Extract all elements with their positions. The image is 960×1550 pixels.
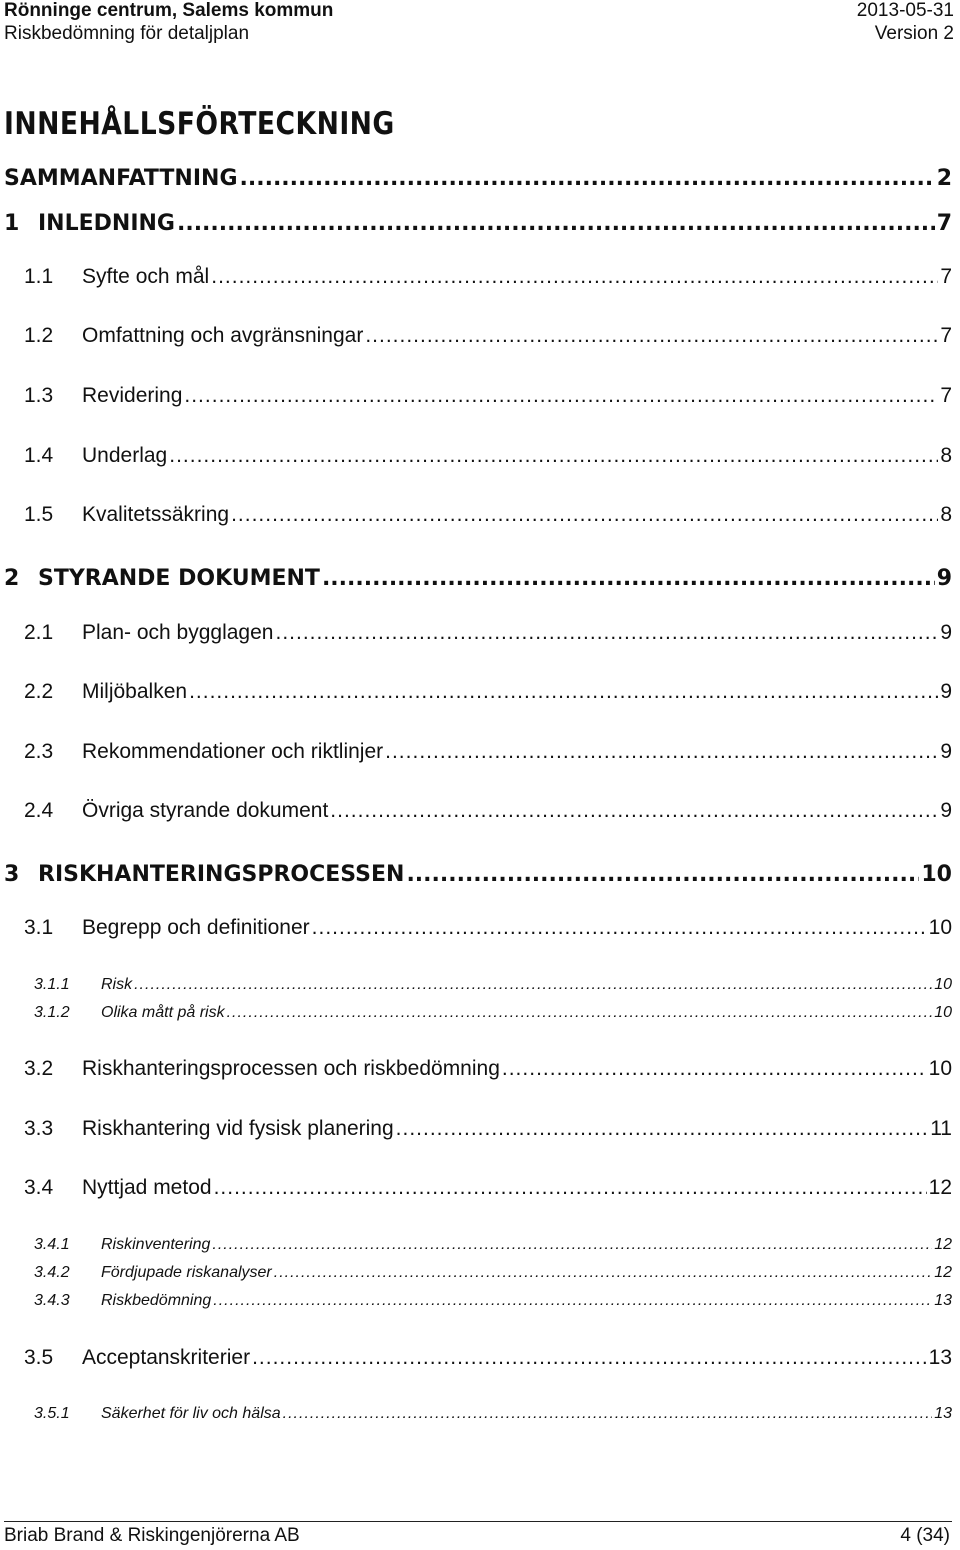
- toc-entry-2-3[interactable]: [24, 740, 952, 768]
- toc-entry-text: Begrepp och definitioner: [82, 916, 310, 939]
- toc-entry-text: Risk: [101, 976, 133, 993]
- toc-entry-page: 10: [928, 1057, 952, 1080]
- toc-entry-page: 10: [934, 1004, 952, 1021]
- footer-divider: [4, 1521, 952, 1522]
- toc-entry-number: 2.3: [24, 740, 54, 763]
- toc-leader-dots: [231, 503, 938, 527]
- toc-entry-3-4-2[interactable]: [34, 1264, 952, 1286]
- toc-leader-dots: [396, 1117, 929, 1141]
- toc-entry-2-4[interactable]: [24, 799, 952, 827]
- toc-entry-chapter-1[interactable]: [4, 211, 952, 241]
- toc-entry-number: 3.1: [24, 916, 54, 939]
- toc-entry-3-5[interactable]: [24, 1346, 952, 1374]
- toc-entry-text: Riskhanteringsprocessen och riskbedömning: [82, 1057, 500, 1080]
- toc-entry-number: 3.4.3: [34, 1292, 70, 1309]
- toc-leader-dots: [169, 444, 938, 468]
- toc-entry-number: 2.2: [24, 680, 54, 703]
- toc-entry-number: 1.1: [24, 265, 54, 288]
- toc-entry-page: 7: [940, 384, 952, 407]
- toc-entry-2-2[interactable]: [24, 680, 952, 708]
- toc-entry-text: Kvalitetssäkring: [82, 503, 230, 526]
- toc-entry-text: Övriga styrande dokument: [82, 799, 329, 822]
- toc-entry-1-4[interactable]: [24, 444, 952, 472]
- toc-leader-dots: [283, 1405, 933, 1423]
- toc-entry-page: 9: [940, 740, 952, 763]
- toc-title: INNEHÅLLSFÖRTECKNING: [4, 106, 395, 142]
- toc-entry-page: 12: [928, 1176, 952, 1199]
- toc-entry-3-4-3[interactable]: [34, 1292, 952, 1314]
- page-header-line-1: [4, 0, 954, 22]
- toc-entry-page: 12: [934, 1236, 952, 1253]
- toc-entry-page: 7: [940, 265, 952, 288]
- toc-entry-text: Olika mått på risk: [101, 1004, 225, 1021]
- toc-leader-dots: [365, 324, 938, 348]
- toc-entry-number: 2: [4, 566, 20, 591]
- toc-entry-chapter-3[interactable]: [4, 862, 952, 892]
- toc-leader-dots: [227, 1004, 933, 1022]
- toc-entry-text: Acceptanskriterier: [82, 1346, 251, 1369]
- toc-entry-page: 9: [940, 621, 952, 644]
- toc-entry-number: 3.5: [24, 1346, 54, 1369]
- toc-entry-text: Omfattning och avgränsningar: [82, 324, 364, 347]
- toc-entry-3-4[interactable]: [24, 1176, 952, 1204]
- toc-leader-dots: [211, 265, 938, 289]
- toc-entry-text: RISKHANTERINGSPROCESSEN: [38, 862, 405, 887]
- toc-entry-number: 1.4: [24, 444, 54, 467]
- toc-entry-text: INLEDNING: [38, 211, 175, 236]
- toc-leader-dots: [189, 680, 938, 704]
- toc-leader-dots: [240, 166, 935, 191]
- toc-entry-chapter-2[interactable]: [4, 566, 952, 596]
- toc-leader-dots: [502, 1057, 927, 1081]
- toc-entry-number: 3.1.1: [34, 976, 70, 993]
- toc-entry-page: 8: [940, 503, 952, 526]
- toc-entry-number: 3.5.1: [34, 1405, 70, 1422]
- toc-entry-page: 10: [921, 862, 952, 887]
- toc-entry-text: Rekommendationer och riktlinjer: [82, 740, 384, 763]
- toc-entry-1-3[interactable]: [24, 384, 952, 412]
- toc-entry-3-5-1[interactable]: [34, 1405, 952, 1427]
- toc-entry-3-1-1[interactable]: [34, 976, 952, 998]
- toc-leader-dots: [134, 976, 932, 994]
- toc-leader-dots: [252, 1346, 927, 1370]
- header-organization: Rönninge centrum, Salems kommun: [4, 0, 334, 21]
- toc-entry-text: Miljöbalken: [82, 680, 188, 703]
- toc-entry-text: Riskinventering: [101, 1236, 211, 1253]
- toc-entry-3-3[interactable]: [24, 1117, 952, 1145]
- toc-entry-page: 7: [940, 324, 952, 347]
- toc-entry-3-1-2[interactable]: [34, 1004, 952, 1026]
- toc-entry-page: 9: [940, 680, 952, 703]
- toc-entry-1-1[interactable]: [24, 265, 952, 293]
- page-footer: [4, 1525, 950, 1547]
- toc-entry-3-4-1[interactable]: [34, 1236, 952, 1258]
- toc-leader-dots: [213, 1292, 932, 1310]
- toc-entry-number: 3.4.1: [34, 1236, 70, 1253]
- toc-entry-text: Fördjupade riskanalyser: [101, 1264, 272, 1281]
- header-document-title: Riskbedömning för detaljplan: [4, 23, 250, 44]
- toc-entry-number: 2.4: [24, 799, 54, 822]
- toc-leader-dots: [212, 1236, 932, 1254]
- toc-entry-text: Plan- och bygglagen: [82, 621, 274, 644]
- toc-leader-dots: [312, 916, 927, 940]
- toc-entry-number: 1.2: [24, 324, 54, 347]
- toc-entry-2-1[interactable]: [24, 621, 952, 649]
- footer-company: Briab Brand & Riskingenjörerna AB: [4, 1525, 300, 1546]
- toc-entry-number: 3: [4, 862, 20, 887]
- toc-leader-dots: [275, 621, 938, 645]
- toc-entry-page: 2: [936, 166, 952, 191]
- toc-leader-dots: [330, 799, 938, 823]
- toc-entry-page: 7: [936, 211, 952, 236]
- toc-entry-1-5[interactable]: [24, 503, 952, 531]
- toc-entry-3-1[interactable]: [24, 916, 952, 944]
- toc-entry-number: 1: [4, 211, 20, 236]
- header-date: 2013-05-31: [856, 0, 954, 21]
- toc-entry-page: 13: [934, 1292, 952, 1309]
- footer-page-number: 4 (34): [900, 1525, 950, 1546]
- toc-entry-1-2[interactable]: [24, 324, 952, 352]
- toc-entry-number: 3.1.2: [34, 1004, 70, 1021]
- toc-entry-text: Riskhantering vid fysisk planering: [82, 1117, 394, 1140]
- toc-entry-text: STYRANDE DOKUMENT: [38, 566, 320, 591]
- toc-leader-dots: [177, 211, 935, 236]
- toc-entry-page: 13: [928, 1346, 952, 1369]
- toc-entry-3-2[interactable]: [24, 1057, 952, 1085]
- toc-entry-text: SAMMANFATTNING: [4, 166, 238, 191]
- toc-leader-dots: [184, 384, 938, 408]
- toc-entry-page: 9: [940, 799, 952, 822]
- toc-entry-page: 12: [934, 1264, 952, 1281]
- toc-entry-page: 9: [936, 566, 952, 591]
- toc-entry-number: 1.3: [24, 384, 54, 407]
- toc-leader-dots: [322, 566, 935, 591]
- toc-entry-page: 11: [930, 1117, 952, 1140]
- toc-entry-text: Säkerhet för liv och hälsa: [101, 1405, 281, 1422]
- toc-leader-dots: [406, 862, 919, 887]
- toc-entry-number: 2.1: [24, 621, 54, 644]
- toc-entry-text: Revidering: [82, 384, 183, 407]
- header-version: Version 2: [874, 23, 954, 44]
- toc-entry-number: 3.4.2: [34, 1264, 70, 1281]
- toc-entry-page: 10: [928, 916, 952, 939]
- toc-leader-dots: [214, 1176, 927, 1200]
- toc-entry-number: 3.4: [24, 1176, 54, 1199]
- toc-entry-number: 3.3: [24, 1117, 54, 1140]
- toc-entry-number: 3.2: [24, 1057, 54, 1080]
- toc-entry-page: 8: [940, 444, 952, 467]
- toc-entry-page: 10: [934, 976, 952, 993]
- toc-entry-text: Syfte och mål: [82, 265, 210, 288]
- page-header-line-2: [4, 23, 954, 45]
- toc-entry-page: 13: [934, 1405, 952, 1422]
- toc-leader-dots: [385, 740, 938, 764]
- toc-entry-number: 1.5: [24, 503, 54, 526]
- toc-entry-summary[interactable]: [4, 166, 952, 196]
- toc-entry-text: Underlag: [82, 444, 168, 467]
- toc-entry-text: Riskbedömning: [101, 1292, 212, 1309]
- toc-entry-text: Nyttjad metod: [82, 1176, 212, 1199]
- toc-leader-dots: [274, 1264, 932, 1282]
